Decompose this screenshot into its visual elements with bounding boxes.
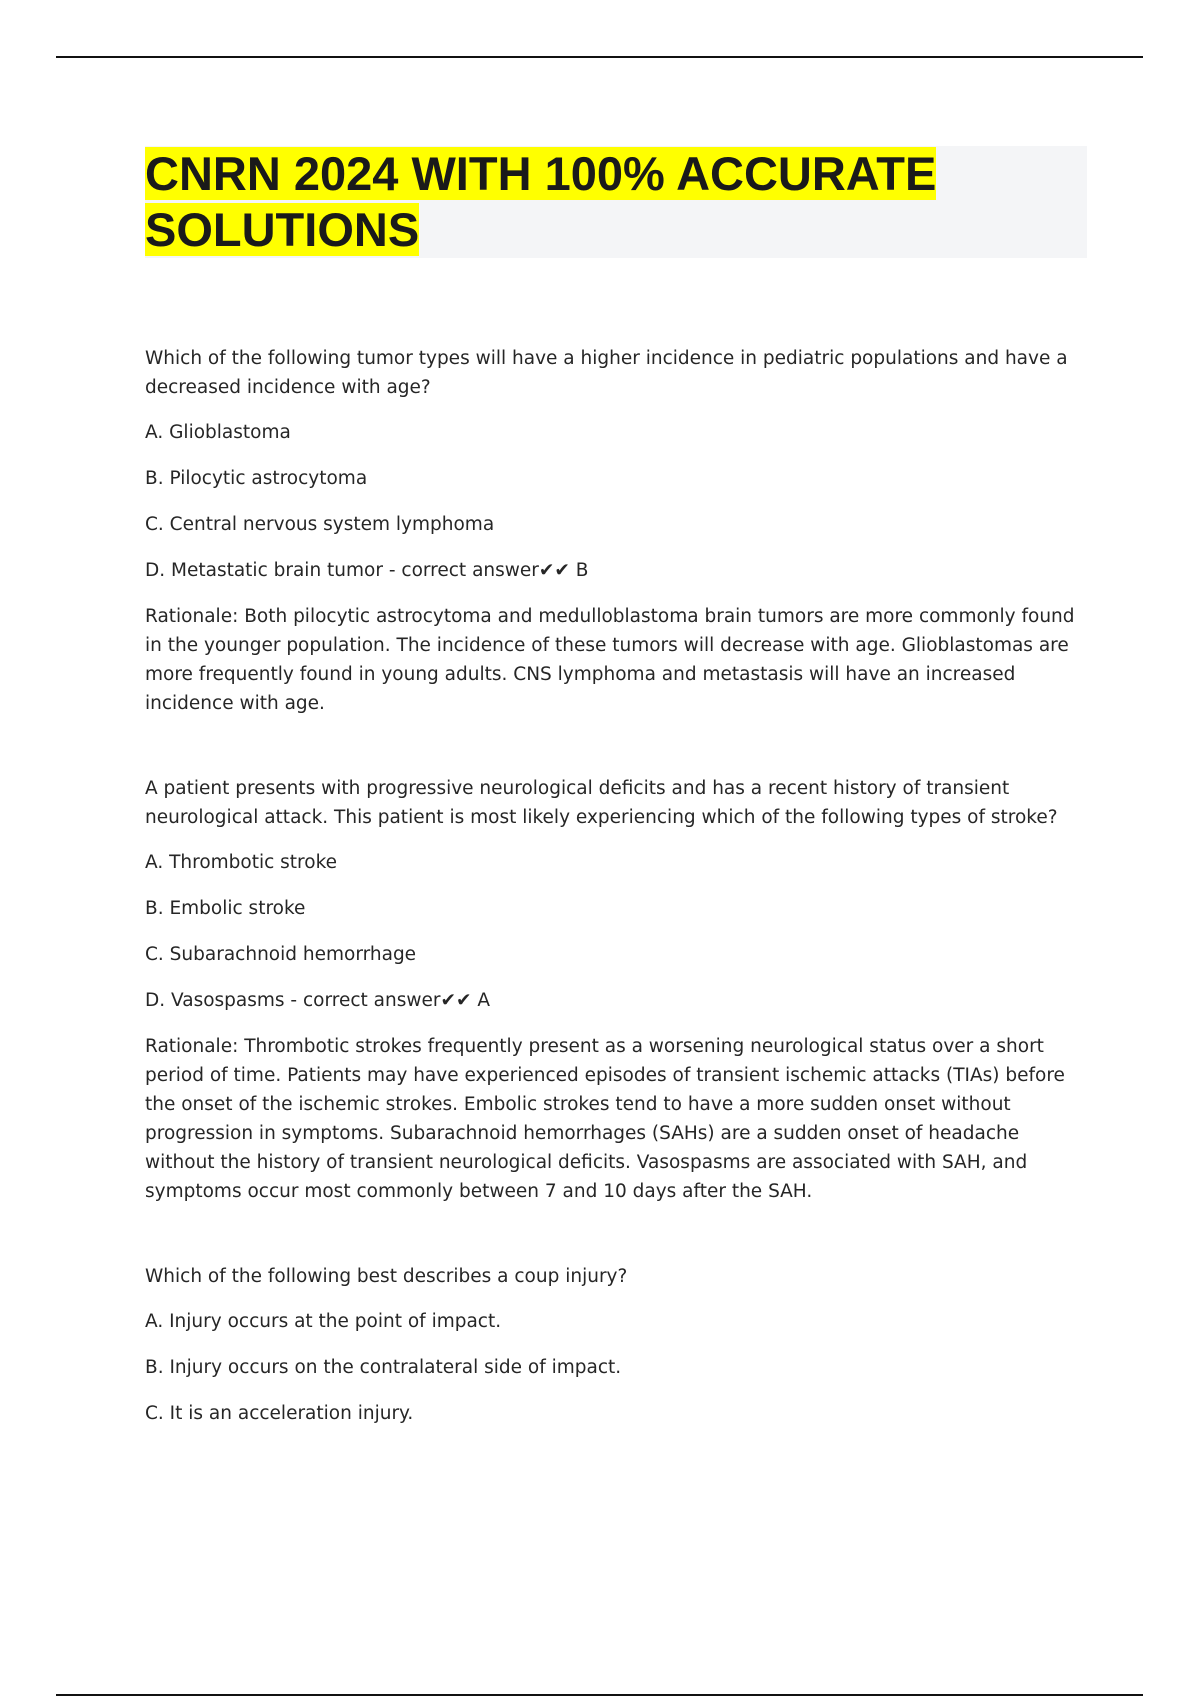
- page-top-rule: [56, 56, 1143, 58]
- answer-option-a: A. Thrombotic stroke: [145, 852, 338, 873]
- document-body: [145, 344, 1090, 1445]
- page-bottom-rule: [56, 1694, 1143, 1696]
- rationale-text: Rationale: Both pilocytic astrocytoma and medulloblastoma brain tumors are more commonly found in the younger population. The incidence of these tumors will decrease with age. Glioblastomas are more frequently found in young adults. CNS lymphoma and metastasis will have an increased incidence with age.: [145, 606, 1075, 714]
- document-title: [145, 146, 1005, 258]
- rationale-text: Rationale: Thrombotic strokes frequently present as a worsening neurological status over a short period of time. Patients may have experienced episodes of transient ischemic attacks (TIAs) before the onset of the ischemic strokes. Embolic strokes tend to have a more sudden onset without progression in symptoms. Subarachnoid hemorrhages (SAHs) are a sudden onset of headache without the history of transient neurological deficits. Vasospasms are associated with SAH, and symptoms occur most commonly between 7 and 10 days after the SAH.: [145, 1036, 1065, 1202]
- answer-option-c: C. Subarachnoid hemorrhage: [145, 944, 417, 965]
- answer-option-d-with-correct-answer: D. Metastatic brain tumor - correct answer✔✔ B: [145, 560, 589, 581]
- question-text: A patient presents with progressive neurological deficits and has a recent history of transient neurological attack. This patient is most likely experiencing which of the following types of stroke?: [145, 778, 1058, 828]
- answer-option-a: A. Glioblastoma: [145, 422, 291, 443]
- answer-option-c: C. It is an acceleration injury.: [145, 1403, 414, 1424]
- answer-option-a: A. Injury occurs at the point of impact.: [145, 1311, 502, 1332]
- title-block: [145, 146, 1087, 258]
- question-block-1: [145, 344, 1090, 718]
- answer-option-b: B. Injury occurs on the contralateral side of impact.: [145, 1357, 622, 1378]
- answer-option-b: B. Pilocytic astrocytoma: [145, 468, 368, 489]
- answer-option-b: B. Embolic stroke: [145, 898, 306, 919]
- answer-option-d-with-correct-answer: D. Vasospasms - correct answer✔✔ A: [145, 990, 490, 1011]
- question-block-2: [145, 774, 1090, 1206]
- answer-option-c: C. Central nervous system lymphoma: [145, 514, 495, 535]
- question-text: Which of the following tumor types will have a higher incidence in pediatric populations and have a decreased incidence with age?: [145, 348, 1068, 398]
- question-text: Which of the following best describes a coup injury?: [145, 1266, 628, 1287]
- question-block-3: [145, 1262, 1090, 1428]
- title-highlight: CNRN 2024 WITH 100% ACCURATE SOLUTIONS: [145, 147, 937, 256]
